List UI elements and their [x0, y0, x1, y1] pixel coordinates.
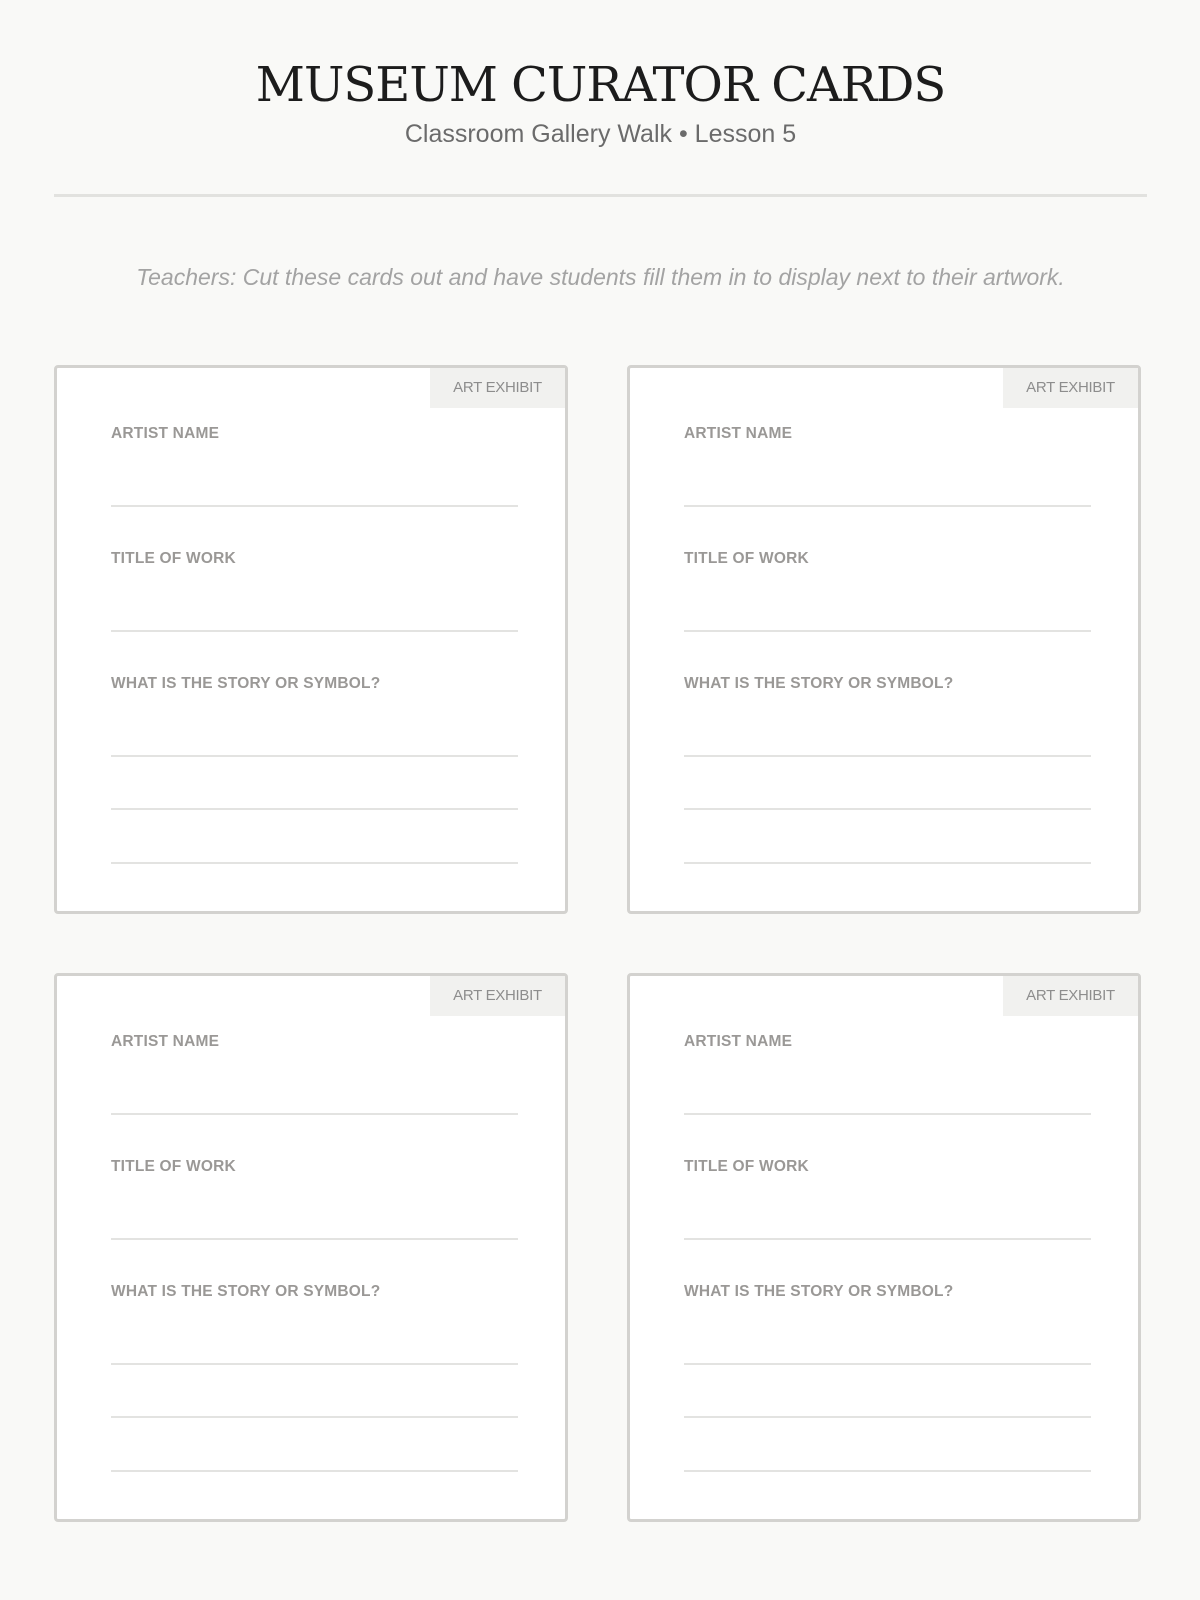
story-symbol-label: WHAT IS THE STORY OR SYMBOL? [684, 1283, 954, 1300]
title-of-work-write-line[interactable] [684, 630, 1091, 632]
story-symbol-label: WHAT IS THE STORY OR SYMBOL? [111, 1283, 381, 1300]
page-subtitle: Classroom Gallery Walk • Lesson 5 [404, 120, 797, 148]
title-of-work-label: TITLE OF WORK [684, 1158, 809, 1175]
art-exhibit-badge: ART EXHIBIT [1003, 368, 1138, 408]
artist-name-write-line[interactable] [684, 505, 1091, 507]
story-write-line[interactable] [111, 1470, 518, 1472]
artist-name-write-line[interactable] [111, 1113, 518, 1115]
artist-name-write-line[interactable] [111, 505, 518, 507]
art-exhibit-badge: ART EXHIBIT [430, 368, 565, 408]
story-write-line[interactable] [111, 755, 518, 757]
worksheet-page [54, 0, 1147, 1300]
story-symbol-label: WHAT IS THE STORY OR SYMBOL? [111, 675, 381, 692]
story-write-line[interactable] [684, 808, 1091, 810]
story-write-line[interactable] [111, 808, 518, 810]
curator-card [54, 365, 568, 914]
teacher-instructions: Teachers: Cut these cards out and have students fill them in to display next to their artwork. [136, 264, 1065, 290]
story-write-line[interactable] [111, 1416, 518, 1418]
story-write-line[interactable] [111, 862, 518, 864]
page-title: MUSEUM CURATOR CARDS [255, 57, 946, 113]
curator-card [627, 973, 1141, 1522]
story-write-line[interactable] [684, 755, 1091, 757]
art-exhibit-badge: ART EXHIBIT [430, 976, 565, 1016]
story-write-line[interactable] [684, 1416, 1091, 1418]
story-write-line[interactable] [684, 1363, 1091, 1365]
artist-name-label: ARTIST NAME [111, 1033, 220, 1050]
title-of-work-write-line[interactable] [684, 1238, 1091, 1240]
title-of-work-write-line[interactable] [111, 630, 518, 632]
curator-card [627, 365, 1141, 914]
title-of-work-label: TITLE OF WORK [111, 550, 236, 567]
artist-name-label: ARTIST NAME [111, 425, 220, 442]
story-write-line[interactable] [684, 862, 1091, 864]
title-of-work-label: TITLE OF WORK [684, 550, 809, 567]
curator-card [54, 973, 568, 1522]
header-divider [54, 194, 1147, 197]
page-header [54, 0, 1147, 150]
story-write-line[interactable] [684, 1470, 1091, 1472]
artist-name-write-line[interactable] [684, 1113, 1091, 1115]
story-symbol-label: WHAT IS THE STORY OR SYMBOL? [684, 675, 954, 692]
art-exhibit-badge: ART EXHIBIT [1003, 976, 1138, 1016]
title-of-work-write-line[interactable] [111, 1238, 518, 1240]
story-write-line[interactable] [111, 1363, 518, 1365]
title-of-work-label: TITLE OF WORK [111, 1158, 236, 1175]
artist-name-label: ARTIST NAME [684, 425, 793, 442]
artist-name-label: ARTIST NAME [684, 1033, 793, 1050]
